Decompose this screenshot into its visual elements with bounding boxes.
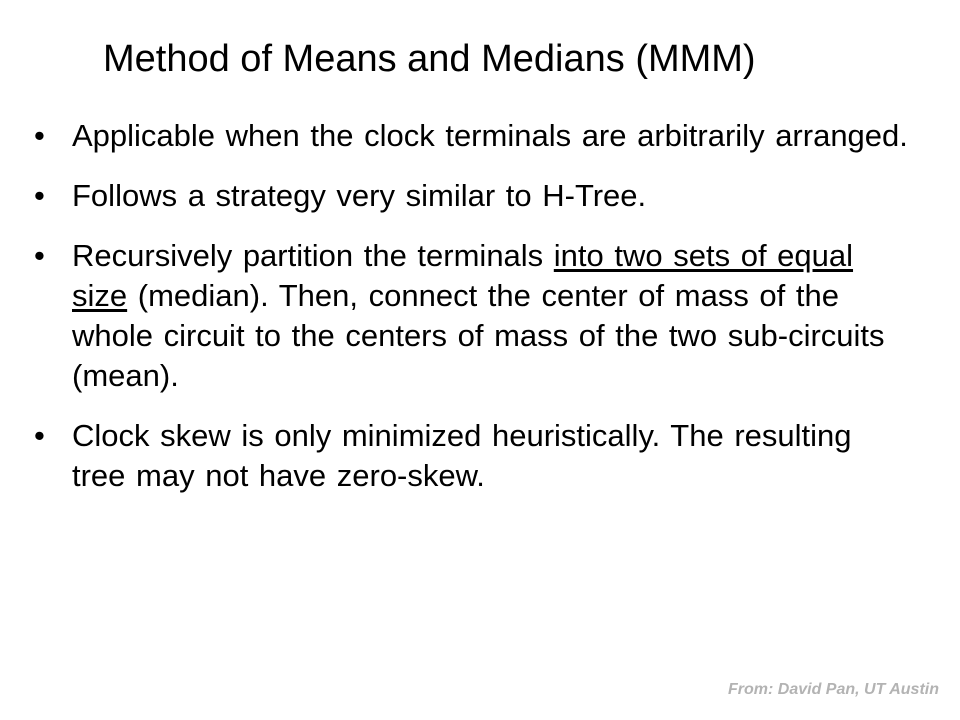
bullet-marker: • xyxy=(34,178,45,213)
source-credit: From: David Pan, UT Austin xyxy=(728,681,939,698)
bullet-text-before: Recursively partition the terminals xyxy=(72,238,554,273)
bullet-item xyxy=(34,416,914,496)
bullet-item xyxy=(34,176,914,216)
bullet-text: Clock skew is only minimized heuristically. The resulting tree may not have zero-skew. xyxy=(72,418,852,493)
bullet-marker: • xyxy=(34,238,45,273)
bullet-text: Follows a strategy very similar to H-Tree. xyxy=(72,178,647,213)
bullet-text-after: (median). Then, connect the center of mass of the whole circuit to the centers of mass of the two sub-circuits (mean). xyxy=(72,278,885,393)
bullet-text xyxy=(72,236,914,396)
bullet-marker: • xyxy=(34,118,45,153)
bullet-item xyxy=(34,236,914,396)
bullet-text: Applicable when the clock terminals are arbitrarily arranged. xyxy=(72,118,908,153)
underlined-phrase: into two sets of equal size xyxy=(72,238,854,313)
bullet-item xyxy=(34,116,914,156)
bullet-list xyxy=(34,116,914,516)
slide-title: Method of Means and Medians (MMM) xyxy=(103,38,756,80)
bullet-marker: • xyxy=(34,418,45,453)
